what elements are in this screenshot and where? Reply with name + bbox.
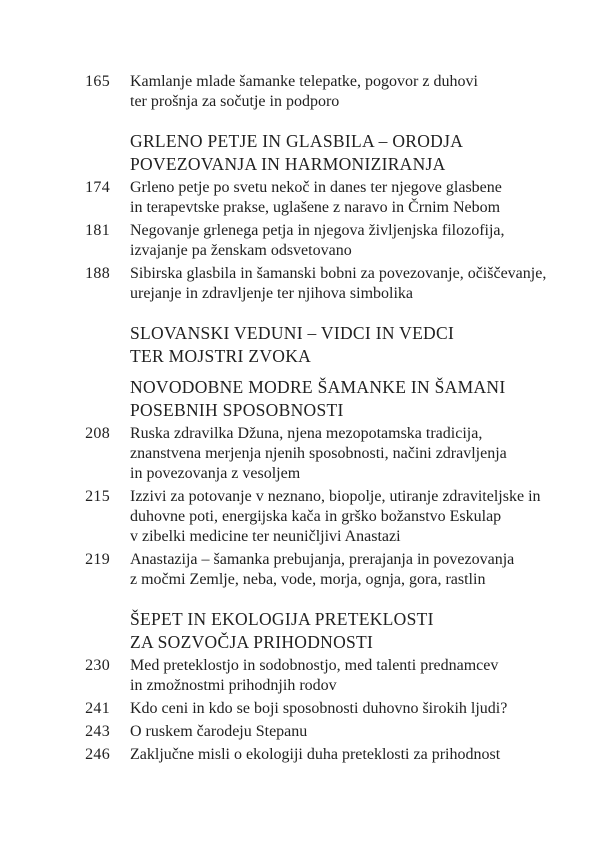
entry-title — [130, 178, 502, 218]
entry-title-line: Izzivi za potovanje v neznano, biopolje, utiranje zdraviteljske in — [130, 488, 541, 505]
toc-entry — [0, 745, 610, 765]
entry-title-line: ter prošnja za sočutje in podporo — [130, 93, 340, 110]
toc-entry — [0, 550, 610, 590]
entry-page-number: 181 — [85, 222, 110, 239]
entry-title — [130, 264, 546, 304]
section-heading-line: SLOVANSKI VEDUNI – VIDCI IN VEDCI — [130, 323, 455, 343]
entry-title-line: Med preteklostjo in sodobnostjo, med talenti prednamcev — [130, 657, 499, 674]
entry-page-number: 241 — [85, 700, 110, 717]
section-heading-line: ZA SOZVOČJA PRIHODNOSTI — [130, 632, 374, 652]
entry-page-number: 230 — [85, 657, 110, 674]
section-heading-line: NOVODOBNE MODRE ŠAMANKE IN ŠAMANI — [130, 377, 506, 397]
entry-page-number: 219 — [85, 551, 110, 568]
section-heading — [130, 322, 610, 368]
toc-entry — [0, 264, 610, 304]
entry-title — [130, 722, 307, 742]
entry-title-line: duhovne poti, energijska kača in grško božanstvo Eskulap — [130, 508, 502, 525]
entry-title — [130, 745, 500, 765]
section-heading-line: TER MOJSTRI ZVOKA — [130, 346, 312, 366]
entry-title-line: znanstvena merjenja njenih sposobnosti, načini zdravljenja — [130, 445, 507, 462]
entry-title-line: Anastazija – šamanka prebujanja, prerajanja in povezovanja — [130, 551, 515, 568]
entry-title-line: Grleno petje po svetu nekoč in danes ter njegove glasbene — [130, 179, 502, 196]
entry-title-line: v zibelki medicine ter neuničljivi Anastazi — [130, 528, 401, 545]
toc-entry — [0, 487, 610, 547]
entry-title-line: O ruskem čarodeju Stepanu — [130, 723, 308, 740]
toc-entry — [0, 72, 610, 112]
toc-entry — [0, 424, 610, 484]
entry-title-line: Ruska zdravilka Džuna, njena mezopotamska tradicija, — [130, 425, 483, 442]
entry-page-number: 246 — [85, 746, 110, 763]
entry-page-number: 165 — [85, 73, 110, 90]
section-heading-line: GRLENO PETJE IN GLASBILA – ORODJA — [130, 131, 464, 151]
entry-title — [130, 72, 478, 112]
section-heading-line: POVEZOVANJA IN HARMONIZIRANJA — [130, 154, 446, 174]
section-heading — [130, 376, 610, 422]
toc-entry — [0, 178, 610, 218]
entry-title-line: Kdo ceni in kdo se boji sposobnosti duhovno širokih ljudi? — [130, 700, 508, 717]
section-heading — [130, 608, 610, 654]
section-heading — [130, 130, 610, 176]
entry-page-number: 243 — [85, 723, 110, 740]
toc-entry — [0, 722, 610, 742]
entry-title — [130, 699, 507, 719]
entry-page-number: 174 — [85, 179, 110, 196]
entry-title-line: z močmi Zemlje, neba, vode, morja, ognja, gora, rastlin — [130, 571, 486, 588]
entry-title-line: urejanje in zdravljenje ter njihova simbolika — [130, 285, 414, 302]
entry-title-line: in terapevtske prakse, uglašene z naravo in Črnim Nebom — [130, 199, 501, 216]
toc-entry — [0, 699, 610, 719]
entry-title-line: Kamlanje mlade šamanke telepatke, pogovor z duhovi — [130, 73, 478, 90]
toc-entry — [0, 221, 610, 261]
entry-title-line: Negovanje grlenega petja in njegova življenjska filozofija, — [130, 222, 505, 239]
entry-title — [130, 550, 514, 590]
toc-entry — [0, 656, 610, 696]
entry-title — [130, 424, 507, 484]
entry-title-line: izvajanje pa ženskam odsvetovano — [130, 242, 352, 259]
entry-page-number: 188 — [85, 265, 110, 282]
entry-title-line: in povezovanja z vesoljem — [130, 465, 301, 482]
entry-title-line: Sibirska glasbila in šamanski bobni za povezovanje, očiščevanje, — [130, 265, 547, 282]
entry-title — [130, 656, 498, 696]
entry-page-number: 208 — [85, 425, 110, 442]
entry-page-number: 215 — [85, 488, 110, 505]
section-heading-line: POSEBNIH SPOSOBNOSTI — [130, 400, 344, 420]
entry-title — [130, 487, 541, 547]
entry-title — [130, 221, 505, 261]
entry-title-line: Zaključne misli o ekologiji duha preteklosti za prihodnost — [130, 746, 501, 763]
entry-title-line: in zmožnostmi prihodnjih rodov — [130, 677, 337, 694]
section-heading-line: ŠEPET IN EKOLOGIJA PRETEKLOSTI — [130, 609, 434, 629]
